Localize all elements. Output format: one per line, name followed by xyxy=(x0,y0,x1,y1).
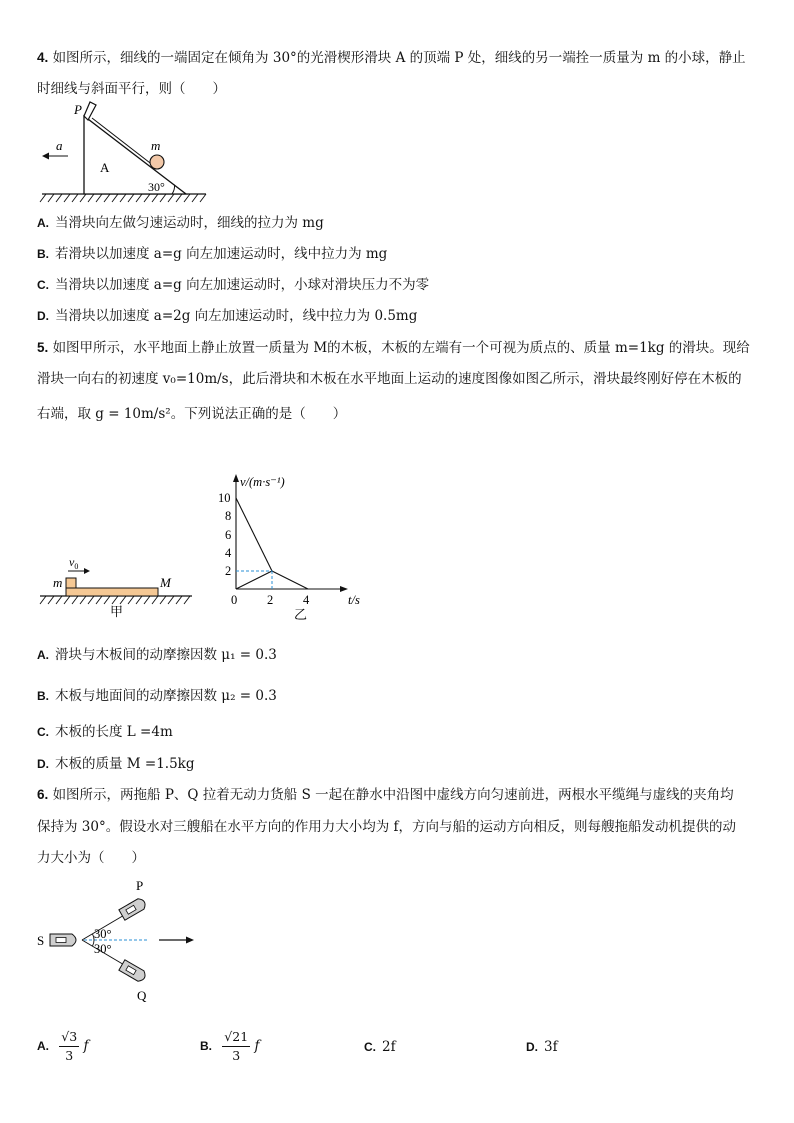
q5-stem-line1 xyxy=(37,336,750,356)
label-Q: Q xyxy=(137,988,147,1003)
label-M: M xyxy=(160,575,171,590)
q4-option-c[interactable]: C. 当滑块以加速度 a=g 向左加速运动时，小球对滑块压力不为零 xyxy=(37,277,430,293)
label-v0: $v_0$ xyxy=(69,555,79,571)
peg xyxy=(84,102,96,120)
board-vt-line xyxy=(236,571,272,589)
ball xyxy=(150,155,164,169)
caption-yi: 乙 xyxy=(294,607,308,622)
label-angle: 30° xyxy=(148,180,165,194)
label-angle-2: 30° xyxy=(94,942,112,956)
label-P: P xyxy=(74,102,82,117)
x-axis-label: t/s xyxy=(348,593,360,607)
y-axis-label: v/(m·s⁻¹) xyxy=(240,475,285,489)
label-P: P xyxy=(136,878,144,893)
ytick-8: 8 xyxy=(225,509,232,523)
ytick-4: 4 xyxy=(225,546,232,560)
label-S: S xyxy=(37,933,45,948)
label-m: m xyxy=(151,138,161,153)
q5-option-c[interactable]: C. 木板的长度 L =4m xyxy=(37,724,173,740)
q6-stem-text-1: 如图所示，两拖船 P、Q 拉着无动力货船 S 一起在静水中沿图中虚线方向匀速前进，两根水平缆绳与虚线的夹角均 xyxy=(52,787,734,803)
ytick-6: 6 xyxy=(225,528,232,542)
ytick-10: 10 xyxy=(218,491,231,505)
slider-block xyxy=(66,578,76,588)
label-A: A xyxy=(100,160,110,175)
q4-stem-text-1: 如图所示，细线的一端固定在倾角为 30°的光滑楔形滑块 A 的顶端 P 处，细线的另一端拴一质量为 m 的小球，静止 xyxy=(52,50,746,66)
q5-option-d[interactable]: D. 木板的质量 M =1.5kg xyxy=(37,756,195,772)
tugboat-P xyxy=(119,897,148,920)
label-m: m xyxy=(53,575,63,590)
wood-board xyxy=(66,588,158,596)
q6-stem-line1 xyxy=(37,783,734,803)
q4-option-a[interactable]: A. 当滑块向左做匀速运动时，细线的拉力为 mg xyxy=(37,215,324,231)
q6-stem-line3: 力大小为（ ） xyxy=(37,850,145,866)
q5-stem-line3: 右端，取 g = 10m/s²。下列说法正确的是（ ） xyxy=(37,406,347,422)
q5-option-b[interactable]: B. 木板与地面间的动摩擦因数 μ₂ = 0.3 xyxy=(37,688,277,704)
tugboat-Q xyxy=(119,960,148,983)
wedge-block xyxy=(84,116,186,194)
q6-number: 6. xyxy=(37,787,49,802)
q6-option-a[interactable]: A. $\frac{√3}{3}$ f xyxy=(37,1029,89,1063)
q4-option-d[interactable]: D. 当滑块以加速度 a=2g 向左加速运动时，线中拉力为 0.5mg xyxy=(37,308,418,324)
q4-stem-line2: 时细线与斜面平行，则（ ） xyxy=(37,81,226,97)
q4-number: 4. xyxy=(37,50,49,65)
q6-tugboat-figure xyxy=(34,876,214,1004)
q6-stem-line2: 保持为 30°。假设水对三艘船在水平方向的作用力大小均为 f，方向与船的运动方向相反，则每艘拖船发动机提供的动 xyxy=(37,819,737,835)
q5-stem-text-1: 如图甲所示，水平地面上静止放置一质量为 M的木板，木板的左端有一个可视为质点的、质量 m=1kg 的滑块。现给 xyxy=(52,340,750,356)
caption-jia: 甲 xyxy=(110,604,124,619)
q6-option-d[interactable]: D. 3f xyxy=(526,1039,558,1055)
option-b-fraction: $\frac{√21}{3}$ xyxy=(224,1029,249,1063)
q5-option-a[interactable]: A. 滑块与木板间的动摩擦因数 μ₁ = 0.3 xyxy=(37,647,277,663)
slider-vt-line xyxy=(236,498,272,571)
label-angle-1: 30° xyxy=(94,927,112,941)
ytick-2: 2 xyxy=(225,564,232,578)
q5-number: 5. xyxy=(37,340,49,355)
q5-figure-yi xyxy=(214,470,374,626)
q6-option-c[interactable]: C. 2f xyxy=(364,1039,396,1055)
q5-figure-jia xyxy=(38,550,198,620)
label-a: a xyxy=(56,138,63,153)
q4-option-b[interactable]: B. 若滑块以加速度 a=g 向左加速运动时，线中拉力为 mg xyxy=(37,246,388,262)
q4-wedge-figure xyxy=(36,98,216,206)
xtick-0: 0 xyxy=(231,593,238,607)
xtick-2: 2 xyxy=(267,593,274,607)
q4-stem-line1 xyxy=(37,46,746,66)
common-vt-line xyxy=(272,571,308,589)
ship-S xyxy=(50,934,76,946)
xtick-4: 4 xyxy=(303,593,310,607)
q6-option-b[interactable]: B. $\frac{√21}{3}$ f xyxy=(200,1029,260,1063)
option-a-fraction: $\frac{√3}{3}$ xyxy=(61,1029,78,1063)
q5-stem-line2: 滑块一向右的初速度 v₀=10m/s，此后滑块和木板在水平地面上运动的速度图像如图乙所示，滑块最终刚好停在木板的 xyxy=(37,371,742,387)
